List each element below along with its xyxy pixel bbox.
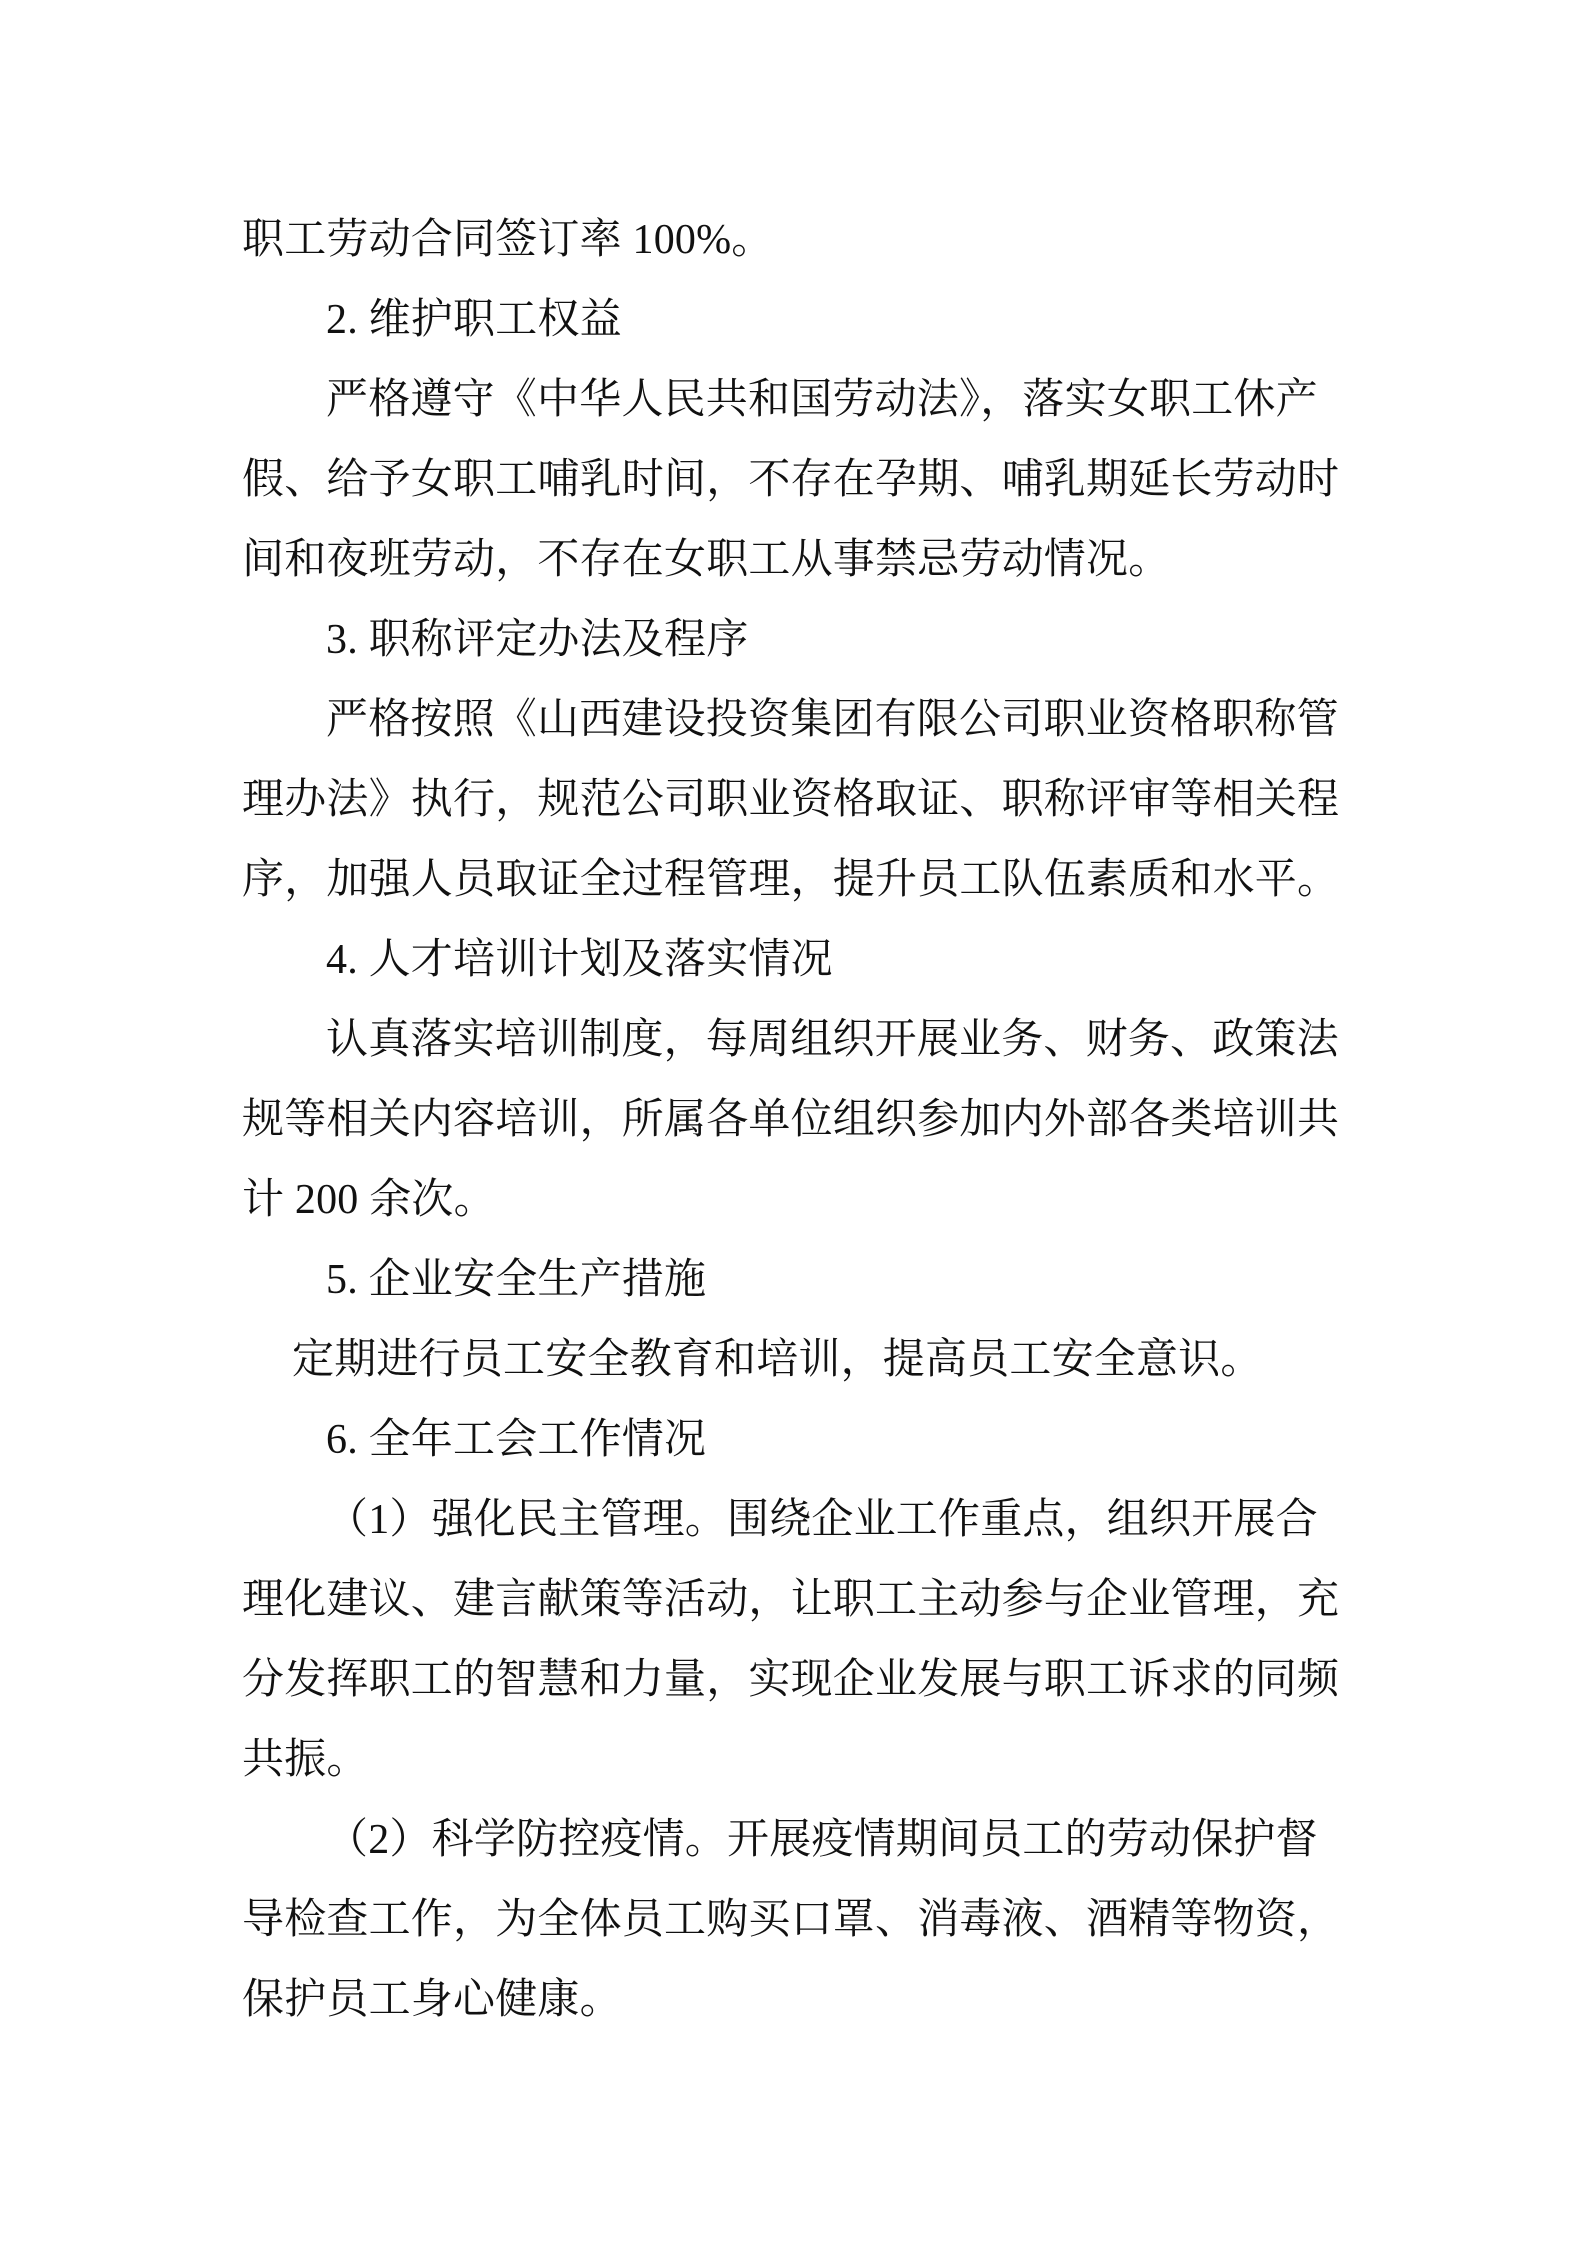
text-line: 计 200 余次。 bbox=[242, 1177, 496, 1223]
text-line: 导检查工作，为全体员工购买口罩、消毒液、酒精等物资， bbox=[242, 1897, 1340, 1943]
text-line: 严格按照《山西建设投资集团有限公司职业资格职称管 bbox=[326, 697, 1339, 743]
text-line: （2）科学防控疫情。开展疫情期间员工的劳动保护督 bbox=[326, 1817, 1318, 1863]
text-line: （1）强化民主管理。围绕企业工作重点，组织开展合 bbox=[326, 1497, 1318, 1543]
text-line: 假、给予女职工哺乳时间，不存在孕期、哺乳期延长劳动时 bbox=[242, 457, 1340, 503]
text-line: 理办法》执行，规范公司职业资格取证、职称评审等相关程 bbox=[242, 777, 1340, 823]
text-line: 定期进行员工安全教育和培训，提高员工安全意识。 bbox=[292, 1337, 1263, 1383]
text-line: 保护员工身心健康。 bbox=[242, 1977, 622, 2023]
text-line: 严格遵守《中华人民共和国劳动法》，落实女职工休产 bbox=[326, 377, 1318, 423]
section-heading: 2. 维护职工权益 bbox=[326, 297, 622, 343]
document-text-block bbox=[242, 200, 1347, 2040]
text-line: 间和夜班劳动，不存在女职工从事禁忌劳动情况。 bbox=[242, 537, 1171, 583]
section-heading: 6. 全年工会工作情况 bbox=[326, 1417, 707, 1463]
text-line: 理化建议、建言献策等活动，让职工主动参与企业管理，充 bbox=[242, 1577, 1340, 1623]
text-line: 职工劳动合同签订率 100%。 bbox=[242, 217, 774, 263]
text-line: 认真落实培训制度，每周组织开展业务、财务、政策法 bbox=[326, 1017, 1339, 1063]
section-heading: 5. 企业安全生产措施 bbox=[326, 1257, 707, 1303]
text-line: 共振。 bbox=[242, 1737, 369, 1783]
section-heading: 3. 职称评定办法及程序 bbox=[326, 617, 749, 663]
text-line: 规等相关内容培训，所属各单位组织参加内外部各类培训共 bbox=[242, 1097, 1340, 1143]
text-line: 分发挥职工的智慧和力量，实现企业发展与职工诉求的同频 bbox=[242, 1657, 1340, 1703]
text-line: 序，加强人员取证全过程管理，提升员工队伍素质和水平。 bbox=[242, 857, 1340, 903]
section-heading: 4. 人才培训计划及落实情况 bbox=[326, 937, 833, 983]
